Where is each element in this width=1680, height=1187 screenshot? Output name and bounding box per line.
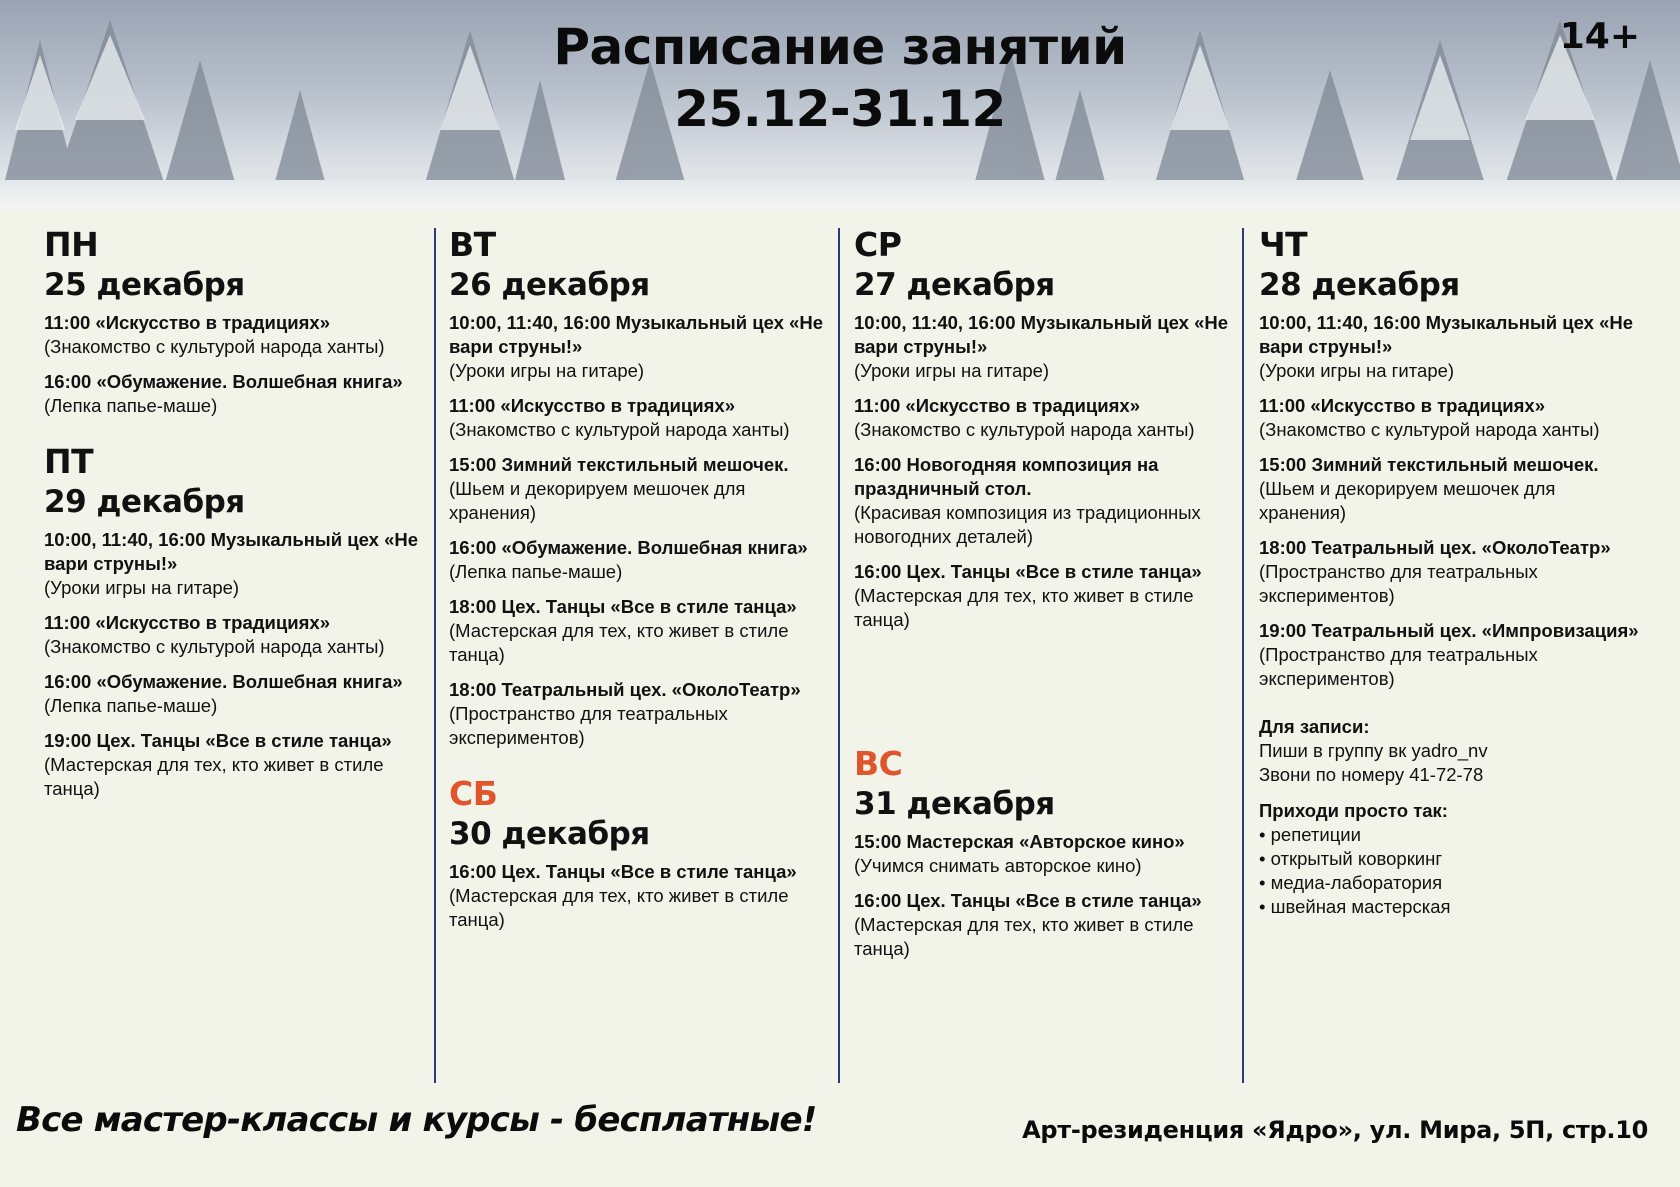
event	[44, 729, 424, 801]
event-desc: (Знакомство с культурой народа ханты)	[449, 419, 790, 440]
event-desc: (Пространство для театральных экспериментов)	[1259, 561, 1538, 606]
event-title: 16:00 «Обумажение. Волшебная книга»	[44, 671, 403, 692]
event-desc: (Уроки игры на гитаре)	[44, 577, 240, 598]
event	[854, 453, 1234, 549]
event-desc: (Уроки игры на гитаре)	[449, 360, 645, 381]
event-desc: (Пространство для театральных экспериментов)	[449, 703, 728, 748]
event-desc: (Лепка папье-маше)	[449, 561, 623, 582]
signup-heading: Для записи:	[1259, 716, 1370, 737]
day-date: 29 декабря	[44, 484, 245, 520]
event	[449, 536, 829, 584]
event-desc: (Мастерская для тех, кто живет в стиле танца)	[44, 754, 384, 799]
event-title: 19:00 Цех. Танцы «Все в стиле танца»	[44, 730, 392, 751]
event-title: 11:00 «Искусство в традициях»	[44, 612, 331, 633]
signup-info	[1259, 715, 1639, 787]
event	[854, 560, 1234, 632]
walkin-heading: Приходи просто так:	[1259, 800, 1448, 821]
event	[1259, 536, 1639, 608]
free-classes-note: Все мастер-классы и курсы - бесплатные!	[16, 1100, 817, 1140]
event-title: 11:00 «Искусство в традициях»	[1259, 395, 1546, 416]
event	[854, 889, 1234, 961]
day-abbr: СБ	[449, 774, 498, 813]
day-block-friday	[44, 442, 424, 801]
event-title: 10:00, 11:40, 16:00 Музыкальный цех «Не вари струны!»	[449, 312, 824, 357]
event-desc: (Красивая композиция из традиционных новогодних деталей)	[854, 502, 1201, 547]
day-abbr: СР	[854, 225, 902, 264]
event-title: 18:00 Цех. Танцы «Все в стиле танца»	[449, 596, 797, 617]
day-date: 30 декабря	[449, 816, 650, 852]
walkin-item: • репетиции	[1259, 823, 1639, 847]
event	[854, 394, 1234, 442]
day-date: 26 декабря	[449, 267, 650, 303]
schedule-column-1	[44, 225, 424, 825]
schedule-column-4	[1259, 225, 1639, 931]
day-abbr: ПТ	[44, 442, 94, 481]
event-title: 16:00 Цех. Танцы «Все в стиле танца»	[449, 861, 797, 882]
event-desc: (Знакомство с культурой народа ханты)	[44, 336, 385, 357]
day-block-tuesday	[449, 225, 829, 750]
event	[854, 830, 1234, 878]
day-abbr: ЧТ	[1259, 225, 1308, 264]
event-desc: (Уроки игры на гитаре)	[854, 360, 1050, 381]
event	[44, 670, 424, 718]
column-divider	[1242, 228, 1244, 1083]
event	[1259, 394, 1639, 442]
walkin-info	[1259, 799, 1639, 919]
walkin-item: • швейная мастерская	[1259, 895, 1639, 919]
event	[1259, 311, 1639, 383]
event-desc: (Мастерская для тех, кто живет в стиле танца)	[449, 620, 789, 665]
event-desc: (Знакомство с культурой народа ханты)	[44, 636, 385, 657]
event-desc: (Лепка папье-маше)	[44, 395, 218, 416]
event-desc: (Учимся снимать авторское кино)	[854, 855, 1142, 876]
day-block-wednesday	[854, 225, 1234, 632]
event	[449, 860, 829, 932]
winter-forest-banner	[0, 0, 1680, 210]
event	[1259, 619, 1639, 691]
schedule-column-3	[854, 225, 1234, 985]
event-title: 10:00, 11:40, 16:00 Музыкальный цех «Не вари струны!»	[44, 529, 419, 574]
event	[1259, 453, 1639, 525]
day-date: 31 декабря	[854, 786, 1055, 822]
event-desc: (Мастерская для тех, кто живет в стиле танца)	[449, 885, 789, 930]
event	[44, 370, 424, 418]
age-rating-badge: 14+	[1559, 16, 1640, 57]
day-block-saturday	[449, 774, 829, 932]
event-desc: (Шьем и декорируем мешочек для хранения)	[1259, 478, 1556, 523]
event-title: 18:00 Театральный цех. «ОколоТеатр»	[1259, 537, 1611, 558]
event-title: 19:00 Театральный цех. «Импровизация»	[1259, 620, 1639, 641]
column-divider	[434, 228, 436, 1083]
column-divider	[838, 228, 840, 1083]
event-title: 18:00 Театральный цех. «ОколоТеатр»	[449, 679, 801, 700]
event-title: 16:00 Новогодняя композиция на праздничный стол.	[854, 454, 1159, 499]
day-date: 25 декабря	[44, 267, 245, 303]
schedule-column-2	[449, 225, 829, 956]
event-title: 15:00 Мастерская «Авторское кино»	[854, 831, 1185, 852]
venue-address: Арт-резиденция «Ядро», ул. Мира, 5П, стр.10	[1022, 1116, 1648, 1144]
day-block-monday	[44, 225, 424, 418]
day-date: 28 декабря	[1259, 267, 1460, 303]
event-title: 11:00 «Искусство в традициях»	[854, 395, 1141, 416]
event	[449, 678, 829, 750]
event-title: 16:00 Цех. Танцы «Все в стиле танца»	[854, 561, 1202, 582]
date-range: 25.12-31.12	[674, 80, 1006, 138]
event	[449, 453, 829, 525]
signup-phone-line: Звони по номеру 41-72-78	[1259, 764, 1484, 785]
event-title: 15:00 Зимний текстильный мешочек.	[449, 454, 789, 475]
event-desc: (Знакомство с культурой народа ханты)	[1259, 419, 1600, 440]
event-desc: (Лепка папье-маше)	[44, 695, 218, 716]
day-abbr: ПН	[44, 225, 99, 264]
event	[449, 595, 829, 667]
event	[44, 611, 424, 659]
event-title: 10:00, 11:40, 16:00 Музыкальный цех «Не вари струны!»	[854, 312, 1229, 357]
event-desc: (Уроки игры на гитаре)	[1259, 360, 1455, 381]
signup-vk-line: Пиши в группу вк yadro_nv	[1259, 740, 1488, 761]
event	[449, 394, 829, 442]
walkin-item: • открытый коворкинг	[1259, 847, 1639, 871]
event-title: 15:00 Зимний текстильный мешочек.	[1259, 454, 1599, 475]
event	[44, 311, 424, 359]
day-abbr: ВС	[854, 744, 903, 783]
event-desc: (Шьем и декорируем мешочек для хранения)	[449, 478, 746, 523]
page-title: Расписание занятий	[553, 18, 1127, 76]
event	[449, 311, 829, 383]
event-desc: (Мастерская для тех, кто живет в стиле танца)	[854, 914, 1194, 959]
event-title: 10:00, 11:40, 16:00 Музыкальный цех «Не вари струны!»	[1259, 312, 1634, 357]
event	[854, 311, 1234, 383]
event-title: 16:00 «Обумажение. Волшебная книга»	[44, 371, 403, 392]
day-block-sunday	[854, 744, 1234, 961]
event-title: 16:00 «Обумажение. Волшебная книга»	[449, 537, 808, 558]
event-desc: (Пространство для театральных экспериментов)	[1259, 644, 1538, 689]
walkin-item: • медиа-лаборатория	[1259, 871, 1639, 895]
day-date: 27 декабря	[854, 267, 1055, 303]
event	[44, 528, 424, 600]
event-desc: (Мастерская для тех, кто живет в стиле танца)	[854, 585, 1194, 630]
event-desc: (Знакомство с культурой народа ханты)	[854, 419, 1195, 440]
day-abbr: ВТ	[449, 225, 496, 264]
event-title: 11:00 «Искусство в традициях»	[44, 312, 331, 333]
day-block-thursday	[1259, 225, 1639, 691]
event-title: 16:00 Цех. Танцы «Все в стиле танца»	[854, 890, 1202, 911]
event-title: 11:00 «Искусство в традициях»	[449, 395, 736, 416]
